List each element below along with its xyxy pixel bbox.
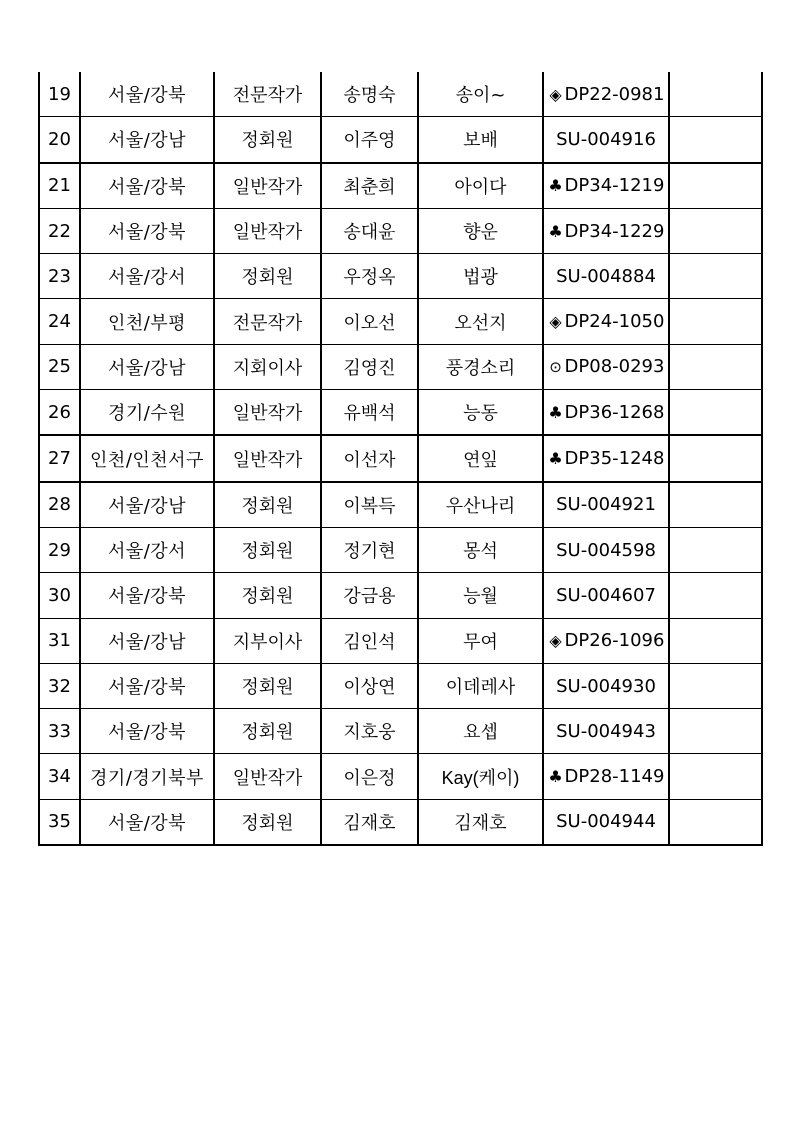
table-row xyxy=(39,163,762,209)
blank-cell xyxy=(669,618,762,663)
member-grade-cell: 정회원 xyxy=(214,663,321,708)
table-row xyxy=(39,754,762,799)
member-name-cell: 이오선 xyxy=(321,299,418,344)
table-row xyxy=(39,709,762,754)
table-row xyxy=(39,663,762,708)
row-number-cell: 23 xyxy=(39,254,80,299)
member-grade-cell: 전문작가 xyxy=(214,72,321,117)
member-id-text: SU-004944 xyxy=(556,811,656,833)
club-icon: ♣ xyxy=(548,176,563,196)
member-id-cell xyxy=(543,390,669,436)
row-number-cell: 31 xyxy=(39,618,80,663)
table-row xyxy=(39,208,762,253)
alias-cell: 김재호 xyxy=(418,799,543,845)
member-id-cell xyxy=(543,117,669,163)
alias-cell: 연잎 xyxy=(418,435,543,481)
club-icon: ♣ xyxy=(548,221,563,241)
diamond-icon: ◈ xyxy=(549,312,562,332)
region-cell: 인천/인천서구 xyxy=(80,435,214,481)
row-number-cell: 25 xyxy=(39,344,80,389)
club-icon: ♣ xyxy=(548,767,563,787)
table-row xyxy=(39,527,762,572)
row-number-cell: 21 xyxy=(39,163,80,209)
region-cell: 서울/강북 xyxy=(80,663,214,708)
alias-cell: 능동 xyxy=(418,390,543,436)
member-name-cell: 이은정 xyxy=(321,754,418,799)
alias-cell: 몽석 xyxy=(418,527,543,572)
alias-cell: 무여 xyxy=(418,618,543,663)
member-id-cell xyxy=(543,618,669,663)
roster-body xyxy=(39,72,762,845)
member-grade-cell: 일반작가 xyxy=(214,208,321,253)
table-row xyxy=(39,299,762,344)
region-cell: 서울/강서 xyxy=(80,527,214,572)
member-name-cell: 우정옥 xyxy=(321,254,418,299)
alias-cell: 법광 xyxy=(418,254,543,299)
region-cell: 서울/강남 xyxy=(80,618,214,663)
member-name-cell: 송명숙 xyxy=(321,72,418,117)
table-row xyxy=(39,435,762,481)
member-name-cell: 이주영 xyxy=(321,117,418,163)
member-id-text: DP35-1248 xyxy=(564,448,665,470)
member-id-cell xyxy=(543,573,669,618)
alias-cell: 보배 xyxy=(418,117,543,163)
alias-cell: 요셉 xyxy=(418,709,543,754)
member-id-cell xyxy=(543,754,669,799)
blank-cell xyxy=(669,254,762,299)
row-number-cell: 28 xyxy=(39,482,80,528)
blank-cell xyxy=(669,390,762,436)
table-row xyxy=(39,344,762,389)
member-name-cell: 정기현 xyxy=(321,527,418,572)
member-grade-cell: 정회원 xyxy=(214,527,321,572)
table-row xyxy=(39,482,762,528)
member-grade-cell: 일반작가 xyxy=(214,754,321,799)
alias-cell: 향운 xyxy=(418,208,543,253)
circle-dot-icon: ⊙ xyxy=(549,358,562,377)
row-number-cell: 29 xyxy=(39,527,80,572)
blank-cell xyxy=(669,117,762,163)
member-id-cell xyxy=(543,344,669,389)
region-cell: 서울/강서 xyxy=(80,254,214,299)
table-row xyxy=(39,72,762,117)
blank-cell xyxy=(669,799,762,845)
region-cell: 서울/강남 xyxy=(80,344,214,389)
region-cell: 서울/강북 xyxy=(80,709,214,754)
member-id-text: SU-004598 xyxy=(556,539,656,561)
row-number-cell: 30 xyxy=(39,573,80,618)
member-id-text: DP08-0293 xyxy=(564,356,665,378)
member-grade-cell: 정회원 xyxy=(214,709,321,754)
row-number-cell: 20 xyxy=(39,117,80,163)
alias-cell: 송이~ xyxy=(418,72,543,117)
member-name-cell: 김재호 xyxy=(321,799,418,845)
blank-cell xyxy=(669,344,762,389)
member-id-cell xyxy=(543,663,669,708)
member-id-cell xyxy=(543,527,669,572)
member-id-text: DP34-1229 xyxy=(564,220,665,242)
blank-cell xyxy=(669,754,762,799)
blank-cell xyxy=(669,72,762,117)
member-id-text: SU-004884 xyxy=(556,265,656,287)
member-id-cell xyxy=(543,299,669,344)
member-grade-cell: 정회원 xyxy=(214,254,321,299)
region-cell: 서울/강북 xyxy=(80,208,214,253)
row-number-cell: 35 xyxy=(39,799,80,845)
member-id-text: SU-004943 xyxy=(556,720,656,742)
member-name-cell: 이선자 xyxy=(321,435,418,481)
blank-cell xyxy=(669,208,762,253)
row-number-cell: 34 xyxy=(39,754,80,799)
row-number-cell: 27 xyxy=(39,435,80,481)
member-grade-cell: 정회원 xyxy=(214,799,321,845)
region-cell: 경기/수원 xyxy=(80,390,214,436)
member-grade-cell: 정회원 xyxy=(214,573,321,618)
member-name-cell: 강금용 xyxy=(321,573,418,618)
member-grade-cell: 전문작가 xyxy=(214,299,321,344)
member-id-cell xyxy=(543,163,669,209)
member-id-text: DP28-1149 xyxy=(564,766,665,788)
member-id-cell xyxy=(543,72,669,117)
alias-cell: 아이다 xyxy=(418,163,543,209)
member-id-text: DP24-1050 xyxy=(564,311,665,333)
table-row xyxy=(39,117,762,163)
member-id-cell xyxy=(543,435,669,481)
member-id-cell xyxy=(543,709,669,754)
table-row xyxy=(39,573,762,618)
club-icon: ♣ xyxy=(548,449,563,469)
member-id-text: DP34-1219 xyxy=(564,175,665,197)
blank-cell xyxy=(669,709,762,754)
region-cell: 인천/부평 xyxy=(80,299,214,344)
member-name-cell: 이복득 xyxy=(321,482,418,528)
member-id-cell xyxy=(543,799,669,845)
alias-cell: 능월 xyxy=(418,573,543,618)
blank-cell xyxy=(669,299,762,344)
member-id-text: SU-004916 xyxy=(556,128,656,150)
member-id-cell xyxy=(543,254,669,299)
member-name-cell: 최춘희 xyxy=(321,163,418,209)
alias-cell: 오선지 xyxy=(418,299,543,344)
blank-cell xyxy=(669,482,762,528)
table-row xyxy=(39,390,762,436)
alias-cell: 우산나리 xyxy=(418,482,543,528)
region-cell: 서울/강북 xyxy=(80,799,214,845)
member-id-cell xyxy=(543,482,669,528)
member-id-text: DP22-0981 xyxy=(564,83,665,105)
region-cell: 서울/강북 xyxy=(80,573,214,618)
member-name-cell: 송대윤 xyxy=(321,208,418,253)
club-icon: ♣ xyxy=(548,402,563,422)
member-grade-cell: 정회원 xyxy=(214,117,321,163)
member-name-cell: 김영진 xyxy=(321,344,418,389)
region-cell: 서울/강북 xyxy=(80,163,214,209)
member-grade-cell: 일반작가 xyxy=(214,390,321,436)
table-row xyxy=(39,618,762,663)
region-cell: 경기/경기북부 xyxy=(80,754,214,799)
member-roster-sheet xyxy=(38,72,763,846)
member-grade-cell: 지회이사 xyxy=(214,344,321,389)
row-number-cell: 19 xyxy=(39,72,80,117)
row-number-cell: 26 xyxy=(39,390,80,436)
member-name-cell: 김인석 xyxy=(321,618,418,663)
member-id-text: DP36-1268 xyxy=(564,401,665,423)
member-grade-cell: 일반작가 xyxy=(214,435,321,481)
member-roster-table xyxy=(38,72,763,846)
blank-cell xyxy=(669,435,762,481)
blank-cell xyxy=(669,163,762,209)
member-name-cell: 지호웅 xyxy=(321,709,418,754)
table-row xyxy=(39,799,762,845)
member-id-text: SU-004930 xyxy=(556,675,656,697)
table-row xyxy=(39,254,762,299)
region-cell: 서울/강남 xyxy=(80,117,214,163)
row-number-cell: 22 xyxy=(39,208,80,253)
row-number-cell: 32 xyxy=(39,663,80,708)
member-grade-cell: 지부이사 xyxy=(214,618,321,663)
member-name-cell: 유백석 xyxy=(321,390,418,436)
blank-cell xyxy=(669,663,762,708)
region-cell: 서울/강남 xyxy=(80,482,214,528)
row-number-cell: 24 xyxy=(39,299,80,344)
alias-cell: 풍경소리 xyxy=(418,344,543,389)
alias-cell: Kay(케이) xyxy=(418,754,543,799)
blank-cell xyxy=(669,527,762,572)
blank-cell xyxy=(669,573,762,618)
member-grade-cell: 일반작가 xyxy=(214,163,321,209)
diamond-icon: ◈ xyxy=(549,631,562,651)
member-name-cell: 이상연 xyxy=(321,663,418,708)
alias-cell: 이데레사 xyxy=(418,663,543,708)
row-number-cell: 33 xyxy=(39,709,80,754)
member-id-text: DP26-1096 xyxy=(564,630,665,652)
member-grade-cell: 정회원 xyxy=(214,482,321,528)
diamond-icon: ◈ xyxy=(549,84,562,104)
member-id-text: SU-004607 xyxy=(556,584,656,606)
member-id-cell xyxy=(543,208,669,253)
member-id-text: SU-004921 xyxy=(556,494,656,516)
region-cell: 서울/강북 xyxy=(80,72,214,117)
